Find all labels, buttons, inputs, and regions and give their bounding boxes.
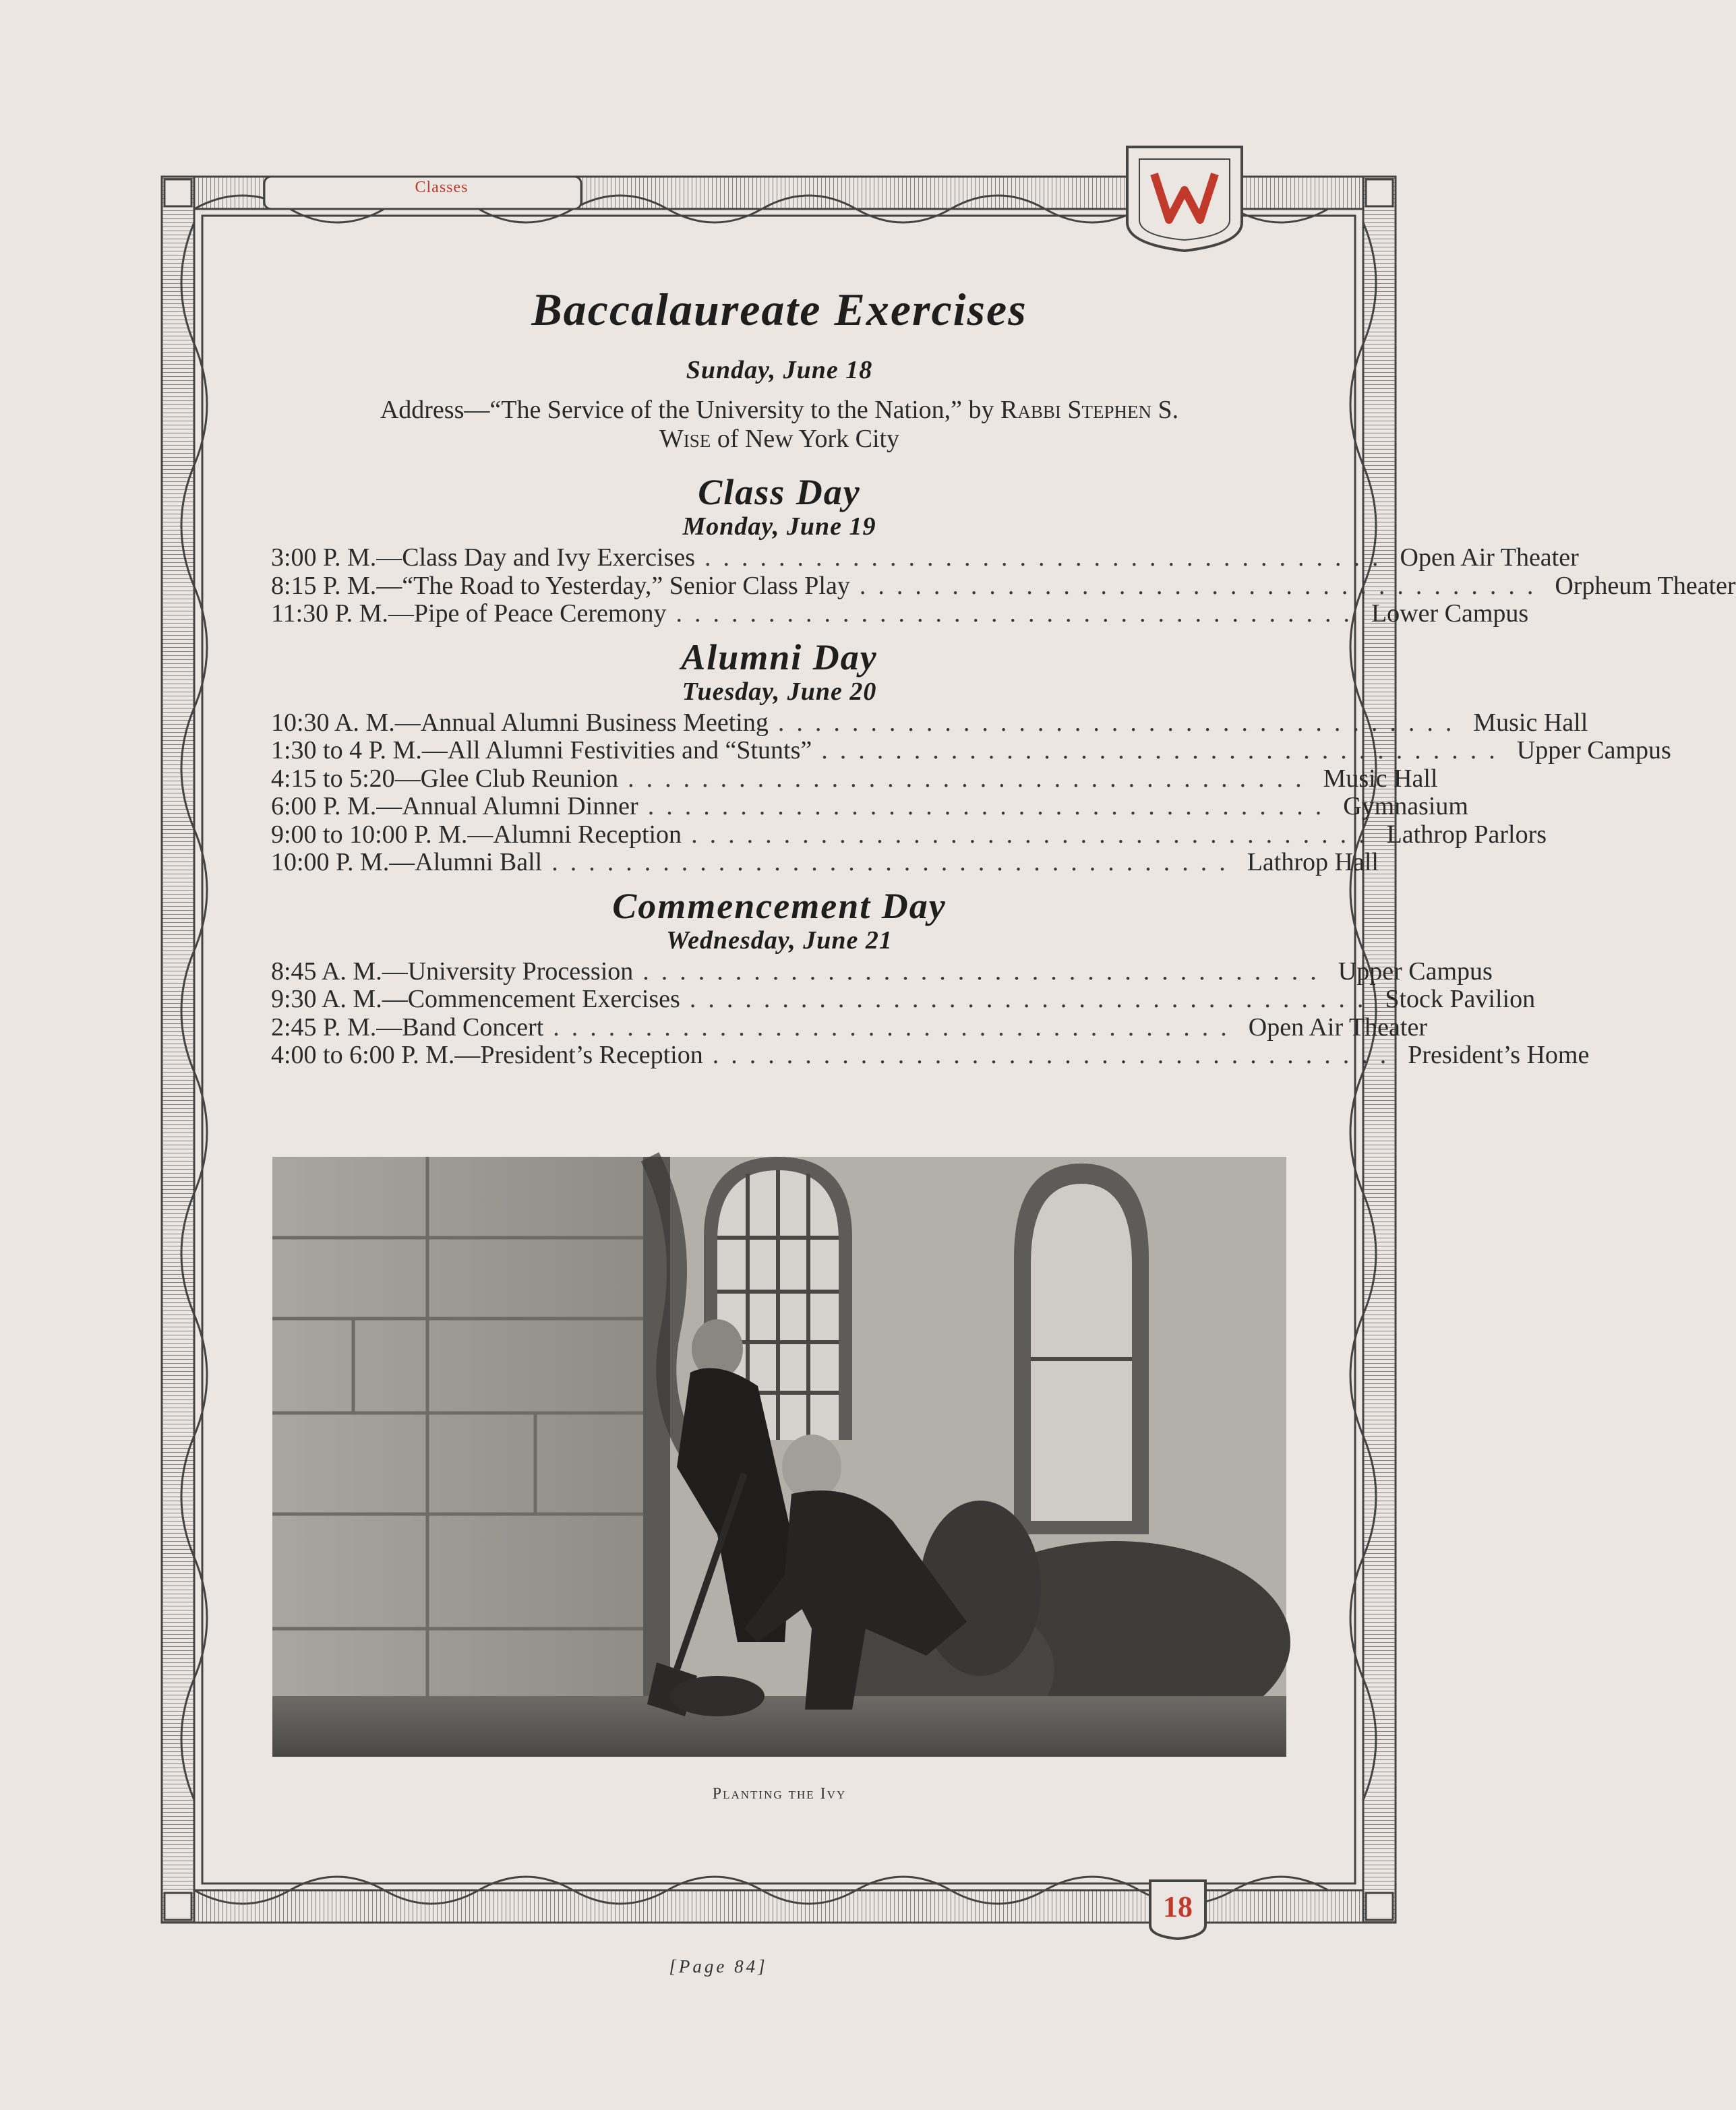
badge-number: 18 [1163, 1890, 1193, 1923]
event-text: 4:15 to 5:20—Glee Club Reunion [271, 764, 619, 793]
event-text: 8:45 A. M.—University Procession [271, 957, 634, 986]
address-prefix: Address—“The Service of the University to the Nation,” by [380, 396, 1001, 424]
event-text: 11:30 P. M.—Pipe of Peace Ceremony [271, 599, 667, 628]
program-content [271, 270, 1736, 1070]
event-place: Upper Campus [1516, 736, 1671, 764]
speaker-first: Rabbi Stephen S. [1000, 396, 1179, 424]
event-row: 9:00 to 10:00 P. M.—Alumni Reception ..................................... Lathrop Parlors [271, 820, 1547, 849]
baccalaureate-address [271, 396, 1288, 454]
event-row: 6:00 P. M.—Annual Alumni Dinner ..................................... Gymnasium [271, 792, 1468, 820]
event-text: 8:15 P. M.—“The Road to Yesterday,” Senior Class Play [271, 571, 850, 600]
event-row: 11:30 P. M.—Pipe of Peace Ceremony ..................................... Lower Campus [271, 599, 1529, 628]
event-row: 10:00 P. M.—Alumni Ball ..................................... Lathrop Hall [271, 848, 1379, 876]
section-title: Alumni Day [681, 636, 878, 677]
address-suffix: of New York City [711, 425, 900, 453]
event-place: Music Hall [1473, 708, 1588, 737]
event-text: 1:30 to 4 P. M.—All Alumni Festivities and “Stunts” [271, 736, 812, 764]
event-place: Stock Pavilion [1385, 985, 1536, 1013]
event-row: 8:45 A. M.—University Procession ..................................... Upper Campus [271, 957, 1493, 986]
section-title: Commencement Day [612, 885, 947, 926]
event-text: 2:45 P. M.—Band Concert [271, 1013, 544, 1042]
event-place: Open Air Theater [1248, 1013, 1427, 1042]
event-text: 9:00 to 10:00 P. M.—Alumni Reception [271, 820, 682, 849]
event-text: 6:00 P. M.—Annual Alumni Dinner [271, 792, 638, 820]
event-place: Open Air Theater [1400, 543, 1579, 572]
event-row: 1:30 to 4 P. M.—All Alumni Festivities and “Stunts” ..................................... Upper Campus [271, 736, 1671, 764]
event-row: 4:00 to 6:00 P. M.—President’s Reception ..................................... President’s Home [271, 1041, 1590, 1069]
page-title: Baccalaureate Exercises [531, 284, 1027, 335]
event-place: Lathrop Hall [1247, 848, 1379, 876]
event-row: 2:45 P. M.—Band Concert ..................................... Open Air Theater [271, 1013, 1427, 1042]
section-tab-label: Classes [415, 179, 469, 196]
event-place: President’s Home [1408, 1041, 1590, 1069]
event-text: 4:00 to 6:00 P. M.—President’s Reception [271, 1041, 703, 1069]
event-row: 8:15 P. M.—“The Road to Yesterday,” Senior Class Play ..................................... Orpheum Theater [271, 571, 1736, 600]
baccalaureate-date: Sunday, June 18 [686, 356, 873, 384]
event-place: Gymnasium [1343, 792, 1468, 820]
event-text: 3:00 P. M.—Class Day and Ivy Exercises [271, 543, 696, 572]
section-alumni-day [271, 636, 1671, 877]
photo-caption: Planting the Ivy [712, 1785, 847, 1803]
event-text: 9:30 A. M.—Commencement Exercises [271, 985, 680, 1013]
section-class-day [271, 472, 1736, 628]
planting-ivy-photo [272, 1157, 1286, 1757]
page-number: [Page 84] [669, 1956, 768, 1977]
event-row: 3:00 P. M.—Class Day and Ivy Exercises ..................................... Open Air Theater [271, 543, 1579, 572]
event-row: 9:30 A. M.—Commencement Exercises ..................................... Stock Pavilion [271, 985, 1536, 1013]
event-place: Orpheum Theater [1555, 571, 1736, 600]
w-monogram-badge-icon [1127, 147, 1242, 251]
event-place: Upper Campus [1338, 957, 1493, 986]
section-commencement-day [271, 885, 1590, 1070]
event-row: 4:15 to 5:20—Glee Club Reunion ..................................... Music Hall [271, 764, 1438, 793]
event-text: 10:00 P. M.—Alumni Ball [271, 848, 543, 876]
section-title: Class Day [698, 472, 861, 512]
event-place: Lathrop Parlors [1386, 820, 1547, 849]
event-row: 10:30 A. M.—Annual Alumni Business Meeting ..................................... Music Hall [271, 708, 1588, 737]
event-place: Lower Campus [1371, 599, 1529, 628]
event-text: 10:30 A. M.—Annual Alumni Business Meeting [271, 708, 769, 737]
section-date: Wednesday, June 21 [666, 926, 893, 955]
speaker-last: Wise [659, 425, 711, 453]
section-date: Monday, June 19 [682, 512, 876, 541]
section-date: Tuesday, June 20 [682, 677, 877, 706]
event-place: Music Hall [1323, 764, 1438, 793]
